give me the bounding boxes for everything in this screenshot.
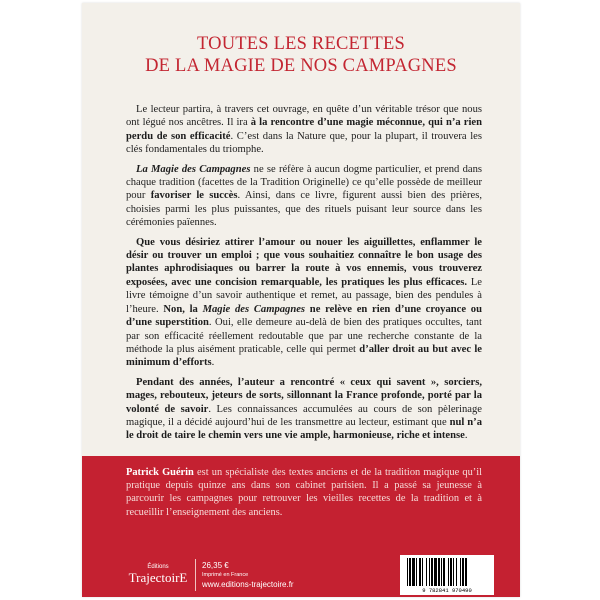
divider xyxy=(195,559,196,591)
logo-name: TrajectoirE xyxy=(128,570,188,585)
printed-in: Imprimé en France xyxy=(202,572,249,578)
text-span: . xyxy=(211,357,215,369)
paragraph-4 xyxy=(126,376,482,443)
text-span: . xyxy=(464,430,468,442)
paragraph-1 xyxy=(126,103,482,157)
publisher-website: www.editions-trajectoire.fr xyxy=(202,580,294,589)
text-span: Le livre témoigne d’un savoir authentique et remet, au passage, bien des pendules à l’heure. xyxy=(126,276,482,315)
barcode-box xyxy=(400,555,494,595)
bold-span: d’aller droit au but avec le minimum d’efforts xyxy=(126,343,482,369)
bold-span: à la rencontre d’une magie méconnue, qui n’a rien perdu de son efficacité xyxy=(126,117,482,142)
cover-footer xyxy=(82,555,520,597)
text-span: ne se réfère à aucun dogme particulier, et prend dans chaque tradition (facettes de la Tradition Originelle) ce qu’elle possède de meilleur pour xyxy=(126,163,482,202)
blurb-text xyxy=(126,103,482,449)
text-span: Le lecteur partira, à travers cet ouvrage, en quête d’un véritable trésor que nous ont légué nos ancêtres. Il ira xyxy=(126,104,482,129)
author-bio xyxy=(126,466,482,519)
title-line-2: DE LA MAGIE DE NOS CAMPAGNES xyxy=(145,56,457,76)
text-span: . Les connaissances accumulées au cours de son pèlerinage magique, il a décidé aujourd’hui de les transmettre au lecteur, estimant que xyxy=(126,403,482,428)
book-back-cover xyxy=(82,3,520,597)
bold-span: Que vous désiriez attirer l’amour ou nouer les aiguillettes, enflammer le désir ou trouver un emploi ; que vous souhaitiez connaître le bon usage des plantes aphrodisiaques ou barrer la route à vos ennemis, vous trouverez exposées, avec une concision remarquable, les pratiques les plus efficaces. xyxy=(126,236,482,288)
bold-span: nul n’a le droit de taire le chemin vers une vie ample, harmonieuse, riche et intense xyxy=(126,416,483,442)
paragraph-3 xyxy=(126,236,482,370)
logo-editions: Éditions xyxy=(147,564,169,570)
cover-title xyxy=(82,33,520,77)
book-title-italic: Magie des Campagnes xyxy=(202,303,306,315)
paragraph-2 xyxy=(126,163,482,230)
publisher-logo xyxy=(126,563,190,585)
title-line-1: TOUTES LES RECETTES xyxy=(197,34,405,54)
price-block xyxy=(202,561,294,591)
bold-span: ne relève en rien d’une croyance ou d’une superstition xyxy=(126,303,482,329)
isbn-number: 9 782841 970490 xyxy=(422,587,472,594)
price: 26,35 € xyxy=(202,561,229,570)
bold-span: Pendant des années, l’auteur a rencontré « ceux qui savent », sorciers, mages, rebouteux, jeteurs de sorts, sillonnant la France profonde, porté par la volonté de savoir xyxy=(126,376,482,415)
author-name: Patrick Guérin xyxy=(126,467,194,478)
bold-span: Non, la xyxy=(163,303,203,315)
bio-text: est un spécialiste des textes anciens et de la tradition magique qu’il pratique depuis quinze ans dans son cabinet parisien. Il a passé sa jeunesse à parcourir les campagnes pour retrouver les vieilles recettes de la tradition et à recueillir l’enseignement des anciens. xyxy=(126,467,482,518)
book-title-italic: La Magie des Campagnes xyxy=(136,163,251,175)
barcode-icon xyxy=(406,558,488,586)
text-span: . Oui, elle demeure au-delà de bien des pratiques occultes, tant par son efficacité réellement redoutable que par une recherche constante de la méthode la plus aisément praticable, celle qui permet xyxy=(126,317,482,355)
text-span: . C’est dans la Nature que, pour la plupart, il trouvera les clés fondamentales du triomphe. xyxy=(126,130,483,156)
bold-span: favoriser le succès xyxy=(150,190,238,202)
text-span: . Ainsi, dans ce livre, figurent aussi bien des prières, choisies parmi les plus puissantes, que des rituels puisant leur source dans les cérémonies païennes. xyxy=(126,190,482,229)
